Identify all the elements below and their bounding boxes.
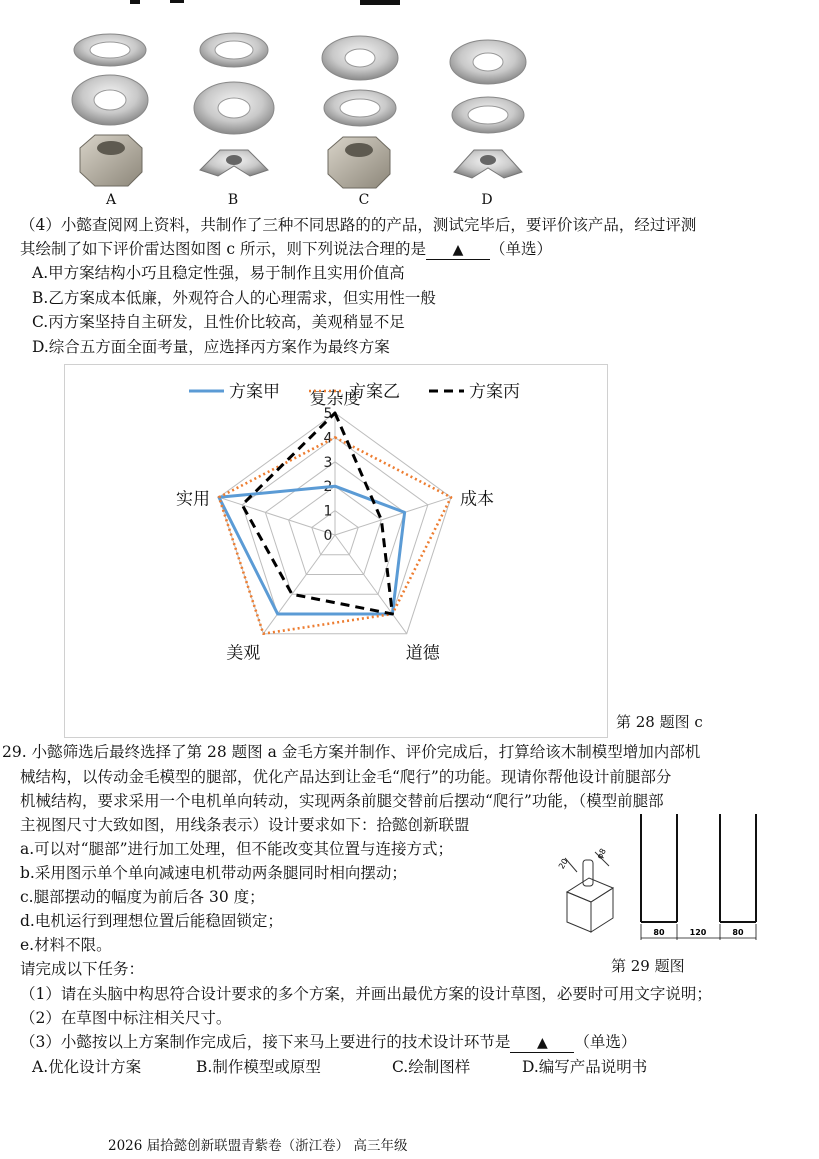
q29-figure-caption: 第 29 题图	[611, 957, 685, 975]
option-label-d: D	[481, 192, 493, 208]
option-label-a: A	[105, 192, 117, 208]
q4-option-a: A.甲方案结构小巧且稳定性强，易于制作且实用价值高	[32, 264, 405, 282]
series-line	[242, 413, 392, 614]
q29-task3-text: （3）小懿按以上方案制作完成后，接下来马上要进行的技术设计环节是	[20, 1033, 511, 1051]
axis-label: 道德	[405, 643, 440, 664]
q4-stem-text: 其绘制了如下评价雷达图如图 c 所示，则下列说法合理的是	[20, 240, 427, 258]
scale-label: 2	[323, 479, 333, 496]
dim-gap: 120	[689, 928, 707, 937]
q4-stem-line1: （4）小懿查阅网上资料，共制作了三种不同思路的的产品，测试完毕后，要评价该产品，经过评测	[20, 216, 697, 234]
q29-option-c: C.绘制图样	[392, 1058, 471, 1076]
option-label-c: C	[358, 192, 370, 208]
option-b-hardware	[194, 33, 274, 176]
q29-req-a: a.可以对“腿部”进行加工处理，但不能改变其位置与连接方式；	[20, 840, 454, 858]
q29-figure	[555, 810, 765, 950]
dim-right-leg: 80	[732, 928, 744, 937]
axis-spoke	[263, 535, 335, 634]
q29-req-b: b.采用图示单个单向减速电机带动两条腿同时相向摆动；	[20, 864, 407, 882]
q4-stem-line2	[20, 238, 552, 260]
q29-task1: （1）请在头脑中构思符合设计要求的多个方案，并画出最优方案的设计草图，必要时可用文字说明；	[20, 985, 712, 1003]
scale-label: 3	[323, 454, 333, 471]
q29-task3	[20, 1031, 636, 1053]
q4-answer-blank[interactable]: ▲	[426, 241, 490, 260]
axis-label: 美观	[226, 643, 261, 664]
q29-line4: 主视图尺寸大致如图，用线条表示）设计要求如下：拾懿创新联盟	[20, 816, 470, 834]
q29-line2: 械结构，以传动金毛模型的腿部，优化产品达到让金毛“爬行”的功能。现请你帮他设计前腿部分	[20, 768, 672, 786]
option-a-hardware	[72, 34, 148, 186]
option-c-hardware	[322, 36, 398, 188]
q29-option-b: B.制作模型或原型	[196, 1058, 321, 1076]
option-d-hardware	[450, 40, 526, 178]
q29-option-d: D.编写产品说明书	[522, 1058, 648, 1076]
q29-req-c: c.腿部摆动的幅度为前后各 30 度；	[20, 888, 265, 906]
series-line	[219, 486, 405, 614]
page-footer: 2026 届拾懿创新联盟青紫卷（浙江卷） 高三年级	[108, 1138, 408, 1154]
q29-task2: （2）在草图中标注相关尺寸。	[20, 1009, 232, 1027]
q29-req-d: d.电机运行到理想位置后能稳固锁定；	[20, 912, 283, 930]
q4-option-d: D.综合五方面全面考量，应选择丙方案作为最终方案	[32, 338, 390, 356]
motor-sketch	[565, 852, 613, 932]
q29-option-a: A.优化设计方案	[32, 1058, 142, 1076]
axis-label: 成本	[460, 489, 495, 510]
motor-dim-height: 20	[556, 857, 570, 871]
q29-task3-note: （单选）	[574, 1033, 637, 1051]
q29-tasks-intro: 请完成以下任务：	[20, 960, 145, 978]
q29-line1: 29. 小懿筛选后最终选择了第 28 题图 a 金毛方案并制作、评价完成后，打算给该木制模型增加内部机	[2, 743, 701, 761]
q4-type-note: （单选）	[490, 240, 553, 258]
chart-caption: 第 28 题图 c	[616, 713, 703, 731]
scale-label: 1	[323, 503, 333, 520]
axis-label: 复杂度	[309, 389, 361, 409]
q4-option-c: C.丙方案坚持自主研发，且性价比较高，美观稍显不足	[32, 313, 405, 331]
legend-label: 方案丙	[469, 382, 520, 402]
radar-chart	[64, 364, 608, 738]
hardware-figure	[60, 0, 560, 192]
axis-label: 实用	[175, 489, 210, 510]
legend-label: 方案乙	[349, 382, 400, 402]
scale-label: 5	[323, 406, 333, 422]
axis-spoke	[335, 497, 451, 535]
scale-label: 0	[323, 528, 333, 544]
legend-label: 方案甲	[229, 382, 280, 402]
q29-line3: 机械结构，要求采用一个电机单向转动，实现两条前腿交替前后摆动“爬行”功能，（模型前腿部	[20, 792, 664, 810]
q29-answer-blank[interactable]: ▲	[510, 1034, 574, 1053]
motor-dim-diameter: φ8	[594, 846, 608, 861]
option-label-b: B	[227, 192, 239, 208]
q4-option-b: B.乙方案成本低廉，外观符合人的心理需求，但实用性一般	[32, 289, 436, 307]
dim-left-leg: 80	[653, 928, 665, 937]
scale-label: 4	[323, 430, 333, 447]
q29-req-e: e.材料不限。	[20, 936, 112, 954]
leg-front-view	[641, 814, 756, 922]
